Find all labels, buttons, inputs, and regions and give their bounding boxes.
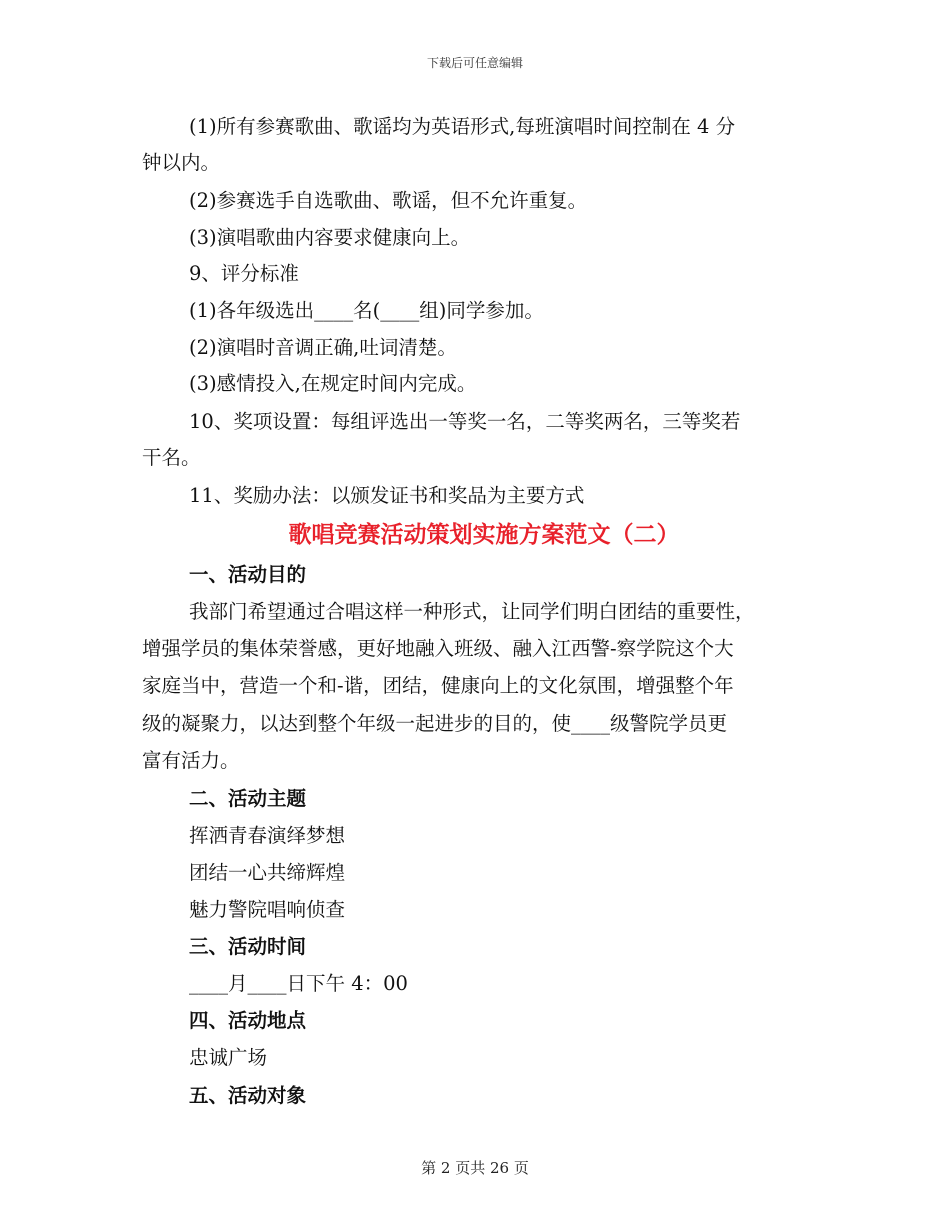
paragraph-line: (3)演唱歌曲内容要求健康向上。 <box>189 226 471 249</box>
paragraph-line: 干名。 <box>142 446 201 469</box>
paragraph-line: (2)演唱时音调正确,吐词清楚。 <box>189 336 457 359</box>
paragraph-line: 11、奖励办法：以颁发证书和奖品为主要方式 <box>189 484 585 507</box>
theme-line: 团结一心共缔辉煌 <box>189 861 346 884</box>
paragraph-line: (2)参赛选手自选歌曲、歌谣，但不允许重复。 <box>189 189 588 212</box>
section-title: 歌唱竞赛活动策划实施方案范文（二） <box>288 521 680 548</box>
paragraph-line: (3)感情投入,在规定时间内完成。 <box>189 372 477 395</box>
paragraph-line: 我部门希望通过合唱这样一种形式，让同学们明白团结的重要性， <box>189 600 755 623</box>
paragraph-line: 9、评分标准 <box>189 262 299 285</box>
theme-line: 魅力警院唱响侦查 <box>189 898 346 921</box>
paragraph-line: (1)所有参赛歌曲、歌谣均为英语形式,每班演唱时间控制在 4 分 <box>189 115 736 138</box>
page-footer-number: 第 2 页共 26 页 <box>421 1159 529 1177</box>
place-line: 忠诚广场 <box>189 1046 268 1069</box>
paragraph-line: 家庭当中，营造一个和-谐，团结，健康向上的文化氛围，增强整个年 <box>142 674 734 697</box>
section-heading: 一、活动目的 <box>189 563 307 586</box>
section-heading: 五、活动对象 <box>189 1084 307 1107</box>
paragraph-line: 钟以内。 <box>142 151 221 174</box>
page-header-note: 下载后可任意编辑 <box>426 56 523 70</box>
time-line: ____月____日下午 4：00 <box>189 972 408 995</box>
paragraph-line: 增强学员的集体荣誉感，更好地融入班级、融入江西警-察学院这个大 <box>142 637 734 660</box>
section-heading: 三、活动时间 <box>189 935 307 958</box>
paragraph-line: 10、奖项设置：每组评选出一等奖一名，二等奖两名，三等奖若 <box>189 410 741 433</box>
section-heading: 二、活动主题 <box>189 787 307 810</box>
paragraph-line: 富有活力。 <box>142 749 240 772</box>
paragraph-line: (1)各年级选出____名(____组)同学参加。 <box>189 299 544 322</box>
theme-line: 挥洒青春演绎梦想 <box>189 824 346 847</box>
section-heading: 四、活动地点 <box>189 1009 307 1032</box>
paragraph-line: 级的凝聚力，以达到整个年级一起进步的目的，使____级警院学员更 <box>142 712 728 735</box>
